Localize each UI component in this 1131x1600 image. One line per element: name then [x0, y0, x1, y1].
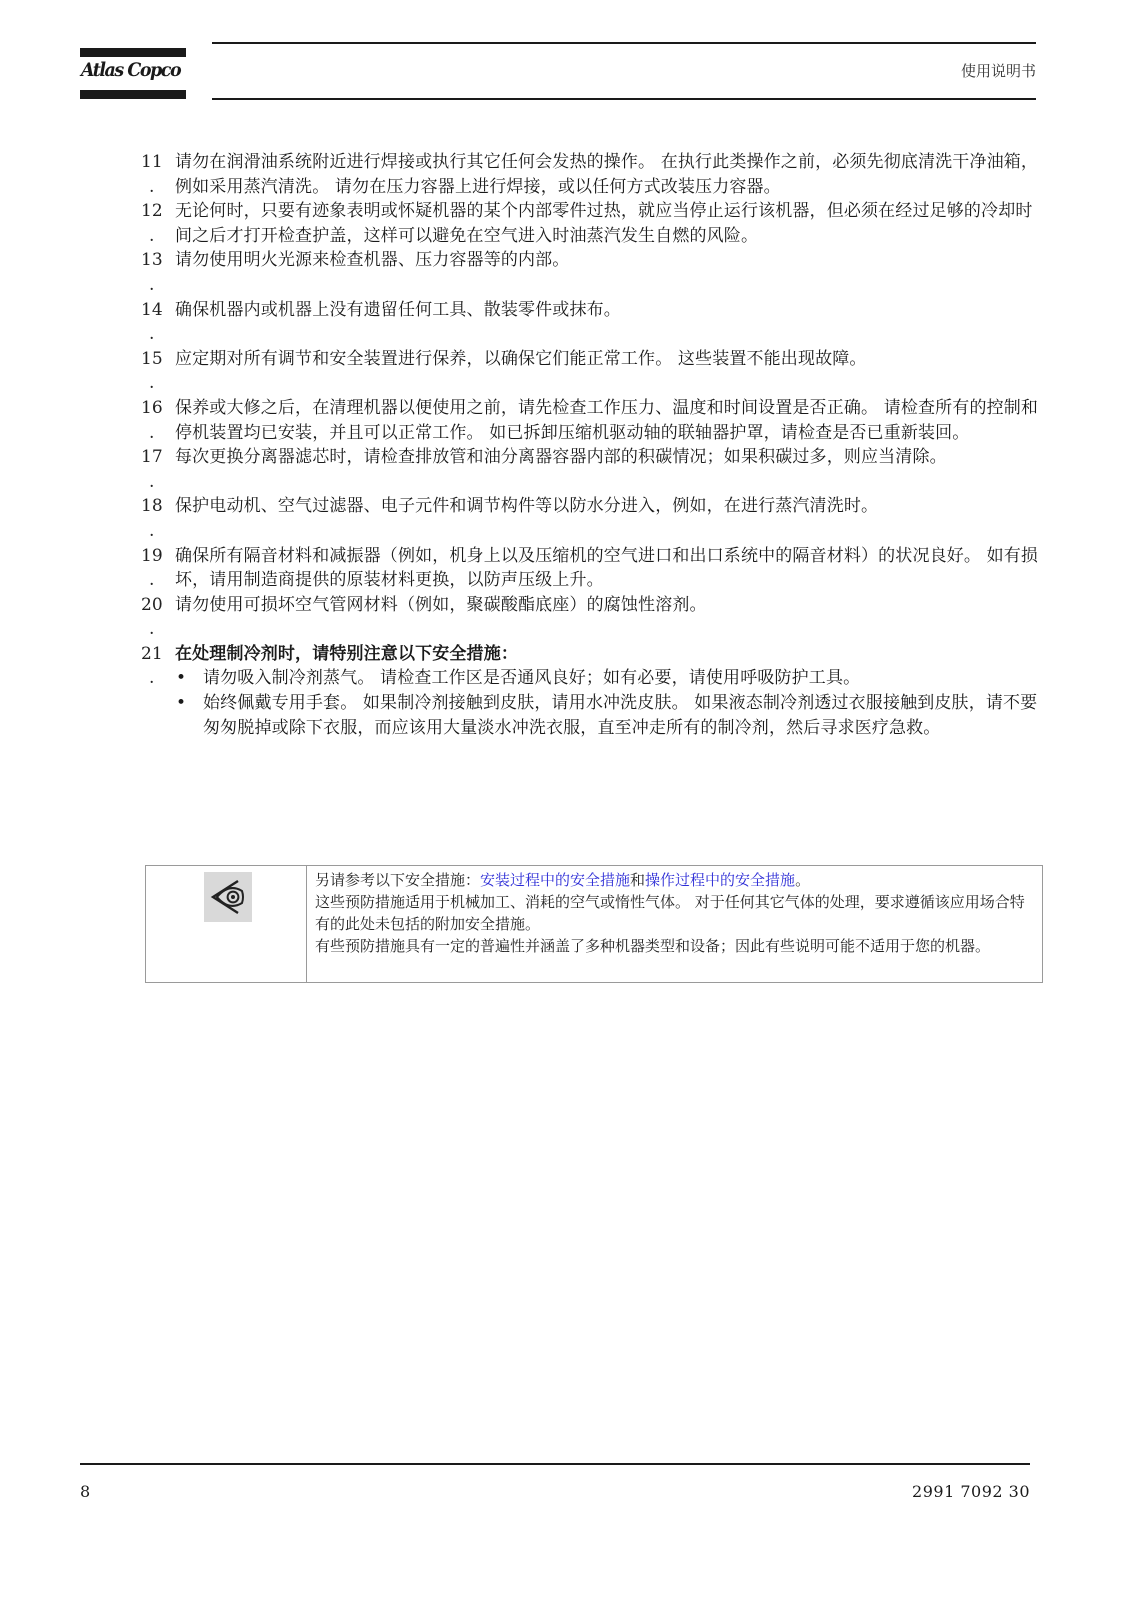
- item-text: 应定期对所有调节和安全装置进行保养，以确保它们能正常工作。 这些装置不能出现故障。: [175, 348, 867, 369]
- logo-bottom-bar: [80, 90, 186, 99]
- logo-wordmark: Atlas Copco: [81, 59, 181, 81]
- item-number: 16 .: [141, 397, 163, 443]
- document-number: 2991 7092 30: [912, 1482, 1030, 1501]
- note-line-1: 另请参考以下安全措施：安装过程中的安全措施和操作过程中的安全措施。: [315, 871, 811, 889]
- list-item: [141, 396, 1041, 445]
- item-number: 12 .: [141, 201, 163, 246]
- note-text: [307, 866, 1042, 982]
- list-item: [141, 248, 1041, 297]
- list-item: [141, 150, 1041, 199]
- item-text: [175, 642, 1041, 740]
- item-number: 18 .: [141, 496, 163, 541]
- operation-safety-link[interactable]: 操作过程中的安全措施: [645, 871, 796, 889]
- install-safety-link[interactable]: 安装过程中的安全措施: [480, 871, 631, 889]
- page-number: 8: [80, 1482, 91, 1501]
- logo-top-bar: [80, 48, 186, 57]
- refrigerant-bullets: [175, 666, 1041, 740]
- item-text: 保护电动机、空气过滤器、电子元件和调节构件等以防水分进入，例如，在进行蒸汽清洗时。: [175, 496, 879, 517]
- atlas-copco-logo: [80, 44, 186, 100]
- item-text: 无论何时，只要有迹象表明或怀疑机器的某个内部零件过热，就应当停止运行该机器，但必须在经过足够的冷却时间之后才打开检查护盖，这样可以避免在空气进入时油蒸汽发生自燃的风险。: [175, 201, 1033, 246]
- footer-rule: [80, 1463, 1030, 1465]
- document-title: 使用说明书: [960, 62, 1036, 80]
- item-number: 20 .: [141, 594, 163, 640]
- item-number: 14 .: [141, 299, 163, 345]
- item-text: 请勿使用明火光源来检查机器、压力容器等的内部。: [175, 250, 570, 271]
- item-number: 15 .: [141, 348, 163, 394]
- item-text: 确保所有隔音材料和减振器（例如，机身上以及压缩机的空气进口和出口系统中的隔音材料）的状况良好。 如有损坏，请用制造商提供的原装材料更换，以防声压级上升。: [175, 545, 1039, 591]
- note-paragraph-2: 这些预防措施适用于机械加工、消耗的空气或惰性气体。 对于任何其它气体的处理，要求遵循该应用场合特有的此处未包括的附加安全措施。: [315, 893, 1025, 933]
- item-text: 每次更换分离器滤芯时，请检查排放管和油分离器容器内部的积碳情况；如果积碳过多，则应当清除。: [175, 447, 947, 468]
- refrigerant-heading: 在处理制冷剂时，请特别注意以下安全措施：: [175, 643, 518, 664]
- item-text: 请勿在润滑油系统附近进行焊接或执行其它任何会发热的操作。 在执行此类操作之前，必须先彻底清洗干净油箱，例如采用蒸汽清洗。 请勿在压力容器上进行焊接，或以任何方式改装压力容器。: [175, 152, 1039, 197]
- header-bottom-rule: [212, 98, 1036, 100]
- note-paragraph-3: 有些预防措施具有一定的普遍性并涵盖了多种机器类型和设备；因此有些说明可能不适用于您的机器。: [315, 937, 991, 955]
- list-item: [141, 347, 1041, 396]
- bullet-item: • 请勿吸入制冷剂蒸气。 请检查工作区是否通风良好；如有必要，请使用呼吸防护工具。: [175, 666, 1041, 691]
- item-text: 确保机器内或机器上没有遗留任何工具、散装零件或抹布。: [175, 299, 621, 320]
- eye-note-icon: [204, 872, 252, 922]
- item-text: 保养或大修之后，在清理机器以便使用之前，请先检查工作压力、温度和时间设置是否正确。 请检查所有的控制和停机装置均已安装，并且可以正常工作。 如已拆卸压缩机驱动轴的联轴器护罩，请检查是否已重新装回。: [175, 397, 1039, 443]
- list-item: [141, 544, 1041, 593]
- note-icon-cell: [146, 866, 307, 982]
- safety-item-list: [141, 150, 1041, 740]
- list-item: [141, 642, 1041, 740]
- item-number: 21 .: [141, 643, 163, 689]
- item-number: 13 .: [141, 250, 163, 295]
- item-number: 11 .: [141, 152, 163, 197]
- item-number: 17 .: [141, 447, 163, 492]
- header-top-rule: [212, 42, 1036, 44]
- item-number: 19 .: [141, 545, 163, 591]
- list-item: [141, 298, 1041, 347]
- bullet-item: • 始终佩戴专用手套。 如果制冷剂接触到皮肤，请用水冲洗皮肤。 如果液态制冷剂透过衣服接触到皮肤，请不要匆匆脱掉或除下衣服，而应该用大量淡水冲洗衣服，直至冲走所有的制冷剂，然后寻求医疗急救。: [175, 691, 1041, 740]
- note-box: [145, 865, 1043, 983]
- list-item: [141, 494, 1041, 543]
- list-item: [141, 445, 1041, 494]
- list-item: [141, 593, 1041, 642]
- list-item: [141, 199, 1041, 248]
- item-text: 请勿使用可损坏空气管网材料（例如，聚碳酸酯底座）的腐蚀性溶剂。: [175, 594, 707, 615]
